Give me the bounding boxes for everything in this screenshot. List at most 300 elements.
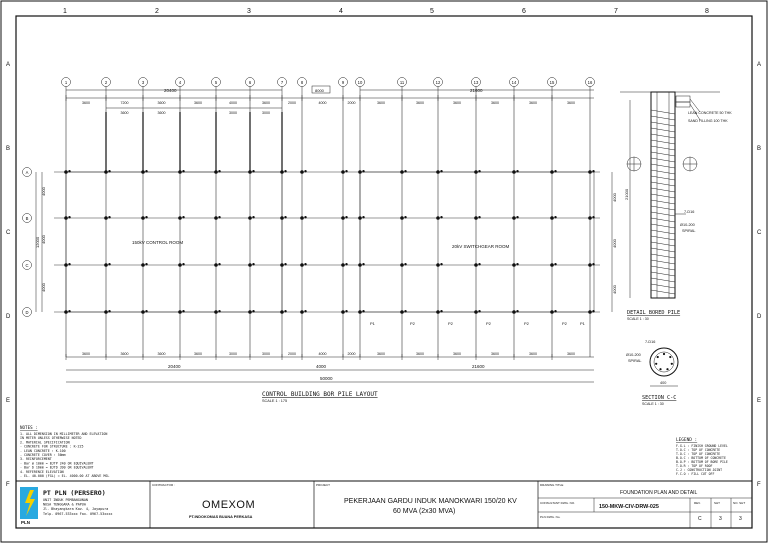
pile-dot — [474, 263, 478, 267]
bored-pile — [358, 310, 364, 314]
dim-text: 3600 — [453, 101, 461, 105]
project-label: PROJECT — [316, 483, 331, 487]
spiral-line — [651, 182, 675, 186]
note-line: - Bar D 16mm = BJTD 390 OR EQUIVALENT — [20, 465, 94, 470]
bored-pile — [104, 263, 111, 267]
pile-dot — [214, 263, 218, 267]
pile-dot — [512, 263, 516, 267]
dim-text: 3600 — [416, 352, 424, 356]
bored-pile — [341, 170, 347, 174]
pile-dot — [284, 310, 286, 312]
pile-dot — [178, 310, 182, 314]
dim-text: 3000 — [262, 352, 270, 356]
pile-dot — [341, 263, 345, 267]
grid-bubble-label: 5 — [214, 80, 218, 85]
pile-dot — [64, 216, 68, 220]
note-line: - LEAN CONCRETE : K-100 — [20, 448, 66, 453]
pile-dot — [248, 263, 252, 267]
pile-dot — [554, 263, 556, 265]
bored-pile — [248, 263, 255, 267]
pile-dot — [304, 310, 306, 312]
tot-label: NO. SHT — [733, 501, 746, 505]
bored-pile — [436, 310, 442, 314]
pile-labels — [370, 321, 586, 326]
dim-text: 8000 — [315, 88, 324, 93]
spiral-line — [651, 266, 675, 270]
dim-text: 21600 — [472, 364, 485, 369]
consultant-dwg-label: CONSULTANT DWG. NO. — [540, 501, 576, 505]
dim-text: 3600 — [491, 352, 499, 356]
pile-dot — [341, 170, 345, 174]
pile-dot — [141, 216, 145, 220]
col-mark: 4 — [339, 8, 343, 15]
dim-text: 21600 — [470, 88, 483, 93]
bored-pile — [341, 263, 347, 267]
detail-note: LEAN CONCRETE 50 THK — [688, 111, 732, 115]
pile-dot — [516, 310, 518, 312]
pln-logo-text: PLN — [21, 520, 30, 525]
border-row-marks — [6, 62, 762, 488]
bored-pile — [64, 310, 71, 314]
pile-dot — [68, 216, 70, 218]
pile-dot — [592, 310, 594, 312]
spiral-line — [651, 110, 675, 114]
drawing-title: FOUNDATION PLAN AND DETAIL — [620, 490, 698, 496]
dim-text: 3600 — [262, 101, 270, 105]
pile-dot — [145, 310, 147, 312]
row-mark: B — [6, 146, 11, 152]
detail-note: SAND FILLING 100 THK — [688, 119, 728, 123]
spiral-line — [651, 224, 675, 228]
pile-dot — [345, 170, 347, 172]
bored-pile — [248, 170, 255, 174]
pile-dot — [341, 310, 345, 314]
pile-dot — [404, 216, 406, 218]
note-line: 3. REINFORCEMENT — [20, 457, 52, 462]
owner-line: Jl. Bhayangkara Kav. 4, Jayapura — [43, 507, 109, 512]
pile-dot — [64, 170, 68, 174]
pile-dot — [218, 216, 220, 218]
grid-bubble-label: 6 — [248, 80, 252, 85]
bored-pile — [64, 216, 71, 220]
bored-pile — [248, 216, 255, 220]
bored-pile — [341, 216, 347, 220]
dim-text: 3600 — [194, 352, 202, 356]
notes-heading: NOTES : — [20, 425, 38, 430]
section-bar — [663, 353, 665, 355]
bored-pile — [178, 310, 185, 314]
project-line1: PEKERJAAN GARDU INDUK MANOKWARI 150/20 KV — [344, 498, 517, 505]
pile-dot — [108, 263, 110, 265]
pile-dot — [404, 170, 406, 172]
bored-pile — [280, 216, 286, 220]
pile-dot — [358, 263, 362, 267]
pile-dot — [64, 310, 68, 314]
bored-pile — [474, 170, 480, 174]
dim-text: 2000 — [288, 101, 296, 105]
pile-dot — [550, 263, 554, 267]
bored-pile — [588, 263, 595, 267]
bored-pile — [550, 170, 557, 174]
grid-bubble-label: 1 — [64, 80, 68, 85]
col-mark: 1 — [63, 8, 67, 15]
dim-text: 50000 — [320, 376, 333, 381]
bored-pile — [512, 170, 519, 174]
spiral-line — [651, 272, 675, 276]
grid-bubble-label: 14 — [511, 80, 517, 85]
section-bars — [655, 353, 673, 370]
row-mark: F — [757, 482, 761, 488]
pile-dot — [436, 170, 440, 174]
pile-dot — [252, 263, 254, 265]
rebar-label: Ø10-200 — [680, 223, 695, 227]
section-bar — [657, 356, 659, 358]
pile-dot — [104, 216, 108, 220]
right-building-outline — [360, 172, 594, 312]
dim-text: 3600 — [567, 101, 575, 105]
spiral-line — [651, 200, 675, 204]
outer-frame — [1, 1, 767, 542]
pile-dot — [182, 310, 184, 312]
tot-value: 3 — [739, 516, 742, 522]
dim-text: 3600 — [120, 352, 129, 356]
bored-pile — [141, 263, 148, 267]
grid-bubble-label: C — [25, 262, 29, 268]
pile-label: P2 — [410, 321, 415, 326]
pile-dot — [182, 263, 184, 265]
dim-text: 20400 — [164, 88, 177, 93]
room-label-left: 150kV CONTROL ROOM — [132, 240, 184, 245]
pile-dot — [182, 170, 184, 172]
legend-line: B.O.C : BOTTOM OF CONCRETE — [676, 456, 726, 460]
owner-line: UNIT INDUK PEMBANGUNAN — [43, 498, 88, 502]
bored-pile — [400, 216, 406, 220]
bored-pile — [64, 263, 71, 267]
project-line2: 60 MVA (2x30 MVA) — [393, 508, 456, 515]
pile-dot — [304, 263, 306, 265]
spiral-line — [651, 236, 675, 240]
spiral-line — [651, 116, 675, 120]
rebar-label: SPIRAL — [682, 229, 696, 233]
side-dim-text: 4000 — [41, 283, 46, 292]
pile-dot — [104, 310, 108, 314]
dim-text: 2000 — [347, 352, 356, 356]
legend-line: F.C.O : FILL CUT OFF — [676, 472, 715, 476]
pile-label: P2 — [486, 321, 491, 326]
pile-dot — [550, 310, 554, 314]
pile-dot — [400, 170, 404, 174]
plan-title: CONTROL BUILDING BOR PILE LAYOUT — [262, 391, 378, 398]
spiral-line — [651, 212, 675, 216]
grid-bubbles — [62, 78, 595, 99]
dim-text: 4000 — [318, 352, 327, 356]
spiral-line — [651, 254, 675, 258]
spiral-line — [651, 248, 675, 252]
side-dim-text: 4000 — [612, 193, 617, 202]
pile-dot — [280, 263, 284, 267]
side-dim-total: 12000 — [35, 236, 40, 248]
note-line: 2. MATERIAL SPECIFICATION — [20, 440, 70, 445]
pile-dot — [284, 263, 286, 265]
bored-pile — [300, 310, 306, 314]
row-mark: C — [6, 230, 11, 236]
pile-dot — [358, 216, 362, 220]
pile-dot — [284, 170, 286, 172]
pile-dot — [345, 310, 347, 312]
bored-pile — [341, 310, 347, 314]
bored-pile — [104, 310, 111, 314]
pile-dot — [592, 170, 594, 172]
bored-pile — [550, 263, 557, 267]
bored-pile — [550, 310, 557, 314]
grid-bubble-label: 9 — [341, 80, 345, 85]
section-title: SECTION C-C — [642, 395, 677, 401]
pile-dot — [358, 170, 362, 174]
pile-dot — [588, 263, 592, 267]
spiral-line — [651, 188, 675, 192]
note-line: IN METER UNLESS OTHERWISE NOTED — [20, 436, 82, 441]
pile-dot — [304, 216, 306, 218]
pile-dot — [145, 263, 147, 265]
pile-height: 21000 — [624, 188, 629, 200]
spiral-line — [651, 122, 675, 126]
bored-pile — [512, 310, 519, 314]
pile-dot — [554, 216, 556, 218]
bored-pile — [64, 170, 71, 174]
spiral-line — [651, 230, 675, 234]
room-label-right: 20kV SWITCHGEAR ROOM — [452, 244, 510, 249]
pile-dot — [300, 263, 304, 267]
grid-bubble-label: 2 — [104, 80, 108, 85]
side-dim-text: 4000 — [612, 239, 617, 248]
dwg-no: 150-MKW-CIV-DRW-025 — [599, 504, 659, 510]
legend-lines — [676, 444, 728, 476]
pile-dot — [145, 170, 147, 172]
pile-dot — [436, 216, 440, 220]
spiral-line — [651, 218, 675, 222]
spiral-line — [651, 194, 675, 198]
bored-pile — [358, 170, 364, 174]
pln-dwg-label: PLN DWG. No. — [540, 515, 561, 519]
owner-name: PT PLN (PERSERO) — [43, 489, 106, 497]
pile-dot — [284, 216, 286, 218]
pile-dot — [588, 170, 592, 174]
sht-value: 3 — [719, 516, 722, 522]
pile-dot — [300, 216, 304, 220]
detail-scale: SCALE 1 : 30 — [627, 317, 649, 321]
grid-bubble-label: 10 — [357, 80, 363, 85]
bored-pile — [474, 216, 480, 220]
row-mark: E — [6, 398, 11, 404]
pile-dot — [516, 170, 518, 172]
dim-text: 3600 — [567, 352, 575, 356]
spiral-line — [651, 242, 675, 246]
dim-text: 3000 — [229, 352, 237, 356]
col-mark: 3 — [247, 8, 251, 15]
pile-label: P1 — [580, 321, 585, 326]
row-mark: E — [757, 398, 762, 404]
pile-dot — [478, 216, 480, 218]
pile-dot — [68, 170, 70, 172]
border-col-marks — [63, 8, 709, 15]
pile-dot — [436, 263, 440, 267]
pile-dot — [252, 170, 254, 172]
bored-pile — [400, 170, 406, 174]
spiral-line — [651, 128, 675, 132]
legend-line: B.O.P : BOTTOM OF BORE PILE — [676, 460, 728, 464]
bored-pile — [141, 310, 148, 314]
pile-dot — [404, 310, 406, 312]
spiral-line — [651, 176, 675, 180]
pile-dot — [404, 263, 406, 265]
spiral-line — [651, 134, 675, 138]
col-mark: 5 — [430, 8, 434, 15]
plan-scale: SCALE 1 : 175 — [262, 399, 288, 403]
pile-dot — [362, 263, 364, 265]
bored-pile — [104, 170, 111, 174]
side-dim-text: 4000 — [612, 285, 617, 294]
bored-pile — [280, 310, 286, 314]
pile-label: P1 — [370, 321, 375, 326]
pile-label: P2 — [524, 321, 529, 326]
pile-dot — [478, 263, 480, 265]
dim-text: 4000 — [229, 101, 237, 105]
bored-pile — [248, 310, 255, 314]
pile-dot — [512, 170, 516, 174]
pile-dot — [588, 310, 592, 314]
col-mark: 2 — [155, 8, 159, 15]
legend-line: T.O.C : TOP OF CONCRETE — [676, 448, 721, 452]
bor-pile-layout-plan — [23, 78, 618, 404]
pile-shaft — [651, 92, 675, 298]
pile-dot — [108, 310, 110, 312]
dim-text: 3600 — [416, 101, 424, 105]
grid-bubble-label: D — [25, 309, 29, 315]
pile-dot — [474, 310, 478, 314]
detail-title: DETAIL BORED PILE — [627, 310, 681, 316]
dim-text: 3600 — [157, 352, 166, 356]
row-mark: D — [6, 314, 11, 320]
legend-line: F.G.L : FINISH GROUND LEVEL — [676, 444, 728, 448]
row-mark: C — [757, 230, 762, 236]
pile-dot — [400, 216, 404, 220]
dim-text: 3600 — [453, 352, 461, 356]
bored-pile — [550, 216, 557, 220]
col-mark: 7 — [614, 8, 618, 15]
bored-pile — [588, 216, 595, 220]
pile-dot — [248, 310, 252, 314]
dim-text: 4000 — [318, 101, 327, 105]
row-mark: A — [6, 62, 11, 68]
notes-lines — [20, 432, 109, 478]
dim-text: 7200 — [120, 101, 129, 105]
dim-text: 3600 — [377, 352, 385, 356]
pile-label: P2 — [562, 321, 567, 326]
note-line: - CONCRETE FOR STRUCTURE : K-225 — [20, 444, 84, 449]
pile-dot — [68, 310, 70, 312]
rev-label: REV. — [694, 501, 701, 505]
bored-pile — [300, 263, 306, 267]
bored-pile — [512, 216, 519, 220]
pile-dot — [248, 216, 252, 220]
note-line: 4. REFERENCE ELEVATION — [20, 469, 64, 474]
pile-dot — [588, 216, 592, 220]
sht-label: SHT — [714, 501, 720, 505]
section-bar — [669, 356, 671, 358]
pile-dot — [214, 216, 218, 220]
pile-dot — [218, 310, 220, 312]
legend-heading: LEGEND : — [676, 438, 698, 443]
pile-dot — [516, 263, 518, 265]
pile-dot — [280, 216, 284, 220]
pile-dot — [478, 310, 480, 312]
dim-text: 2000 — [347, 101, 356, 105]
pile-dot — [512, 216, 516, 220]
bored-pile — [214, 263, 221, 267]
bored-pile — [474, 263, 480, 267]
note-line: - CONCRETE COVER : 50mm — [20, 453, 66, 457]
pile-dot — [280, 310, 284, 314]
pile-dot — [440, 310, 442, 312]
dim-text: 3600 — [157, 101, 166, 105]
bottom-dim-texts — [66, 352, 575, 360]
spiral-line — [651, 152, 675, 156]
grid-bubble-label: 11 — [399, 80, 405, 85]
side-dim-text: 4000 — [41, 187, 46, 196]
dim-text: 4000 — [316, 364, 327, 369]
vertical-gridlines — [66, 98, 590, 357]
bored-pile — [104, 216, 111, 220]
pile-dot — [362, 310, 364, 312]
pile-dot — [214, 310, 218, 314]
pile-dot — [362, 216, 364, 218]
grid-bubble-label: 3 — [141, 80, 145, 85]
grid-bubble-label: 7 — [280, 80, 284, 85]
spiral-line — [651, 170, 675, 174]
bored-pile — [280, 263, 286, 267]
col-mark: 8 — [705, 8, 709, 15]
bored-pile — [300, 170, 306, 174]
grid-bubble-label: 13 — [473, 80, 479, 85]
pile-dot — [554, 170, 556, 172]
pile-dot — [304, 170, 306, 172]
pile-dot — [345, 216, 347, 218]
pile-dot — [474, 216, 478, 220]
pile-dot — [345, 263, 347, 265]
dim-text: 3600 — [529, 352, 537, 356]
pile-dot — [474, 170, 478, 174]
bored-pile — [178, 216, 185, 220]
section-rebar: Ø10-200 — [626, 353, 641, 357]
bored-pile — [214, 216, 221, 220]
grid-bubble-label: 16 — [587, 80, 593, 85]
bored-pile — [300, 216, 306, 220]
pile-dot — [182, 216, 184, 218]
pile-dot — [218, 263, 220, 265]
dim-text: 3600 — [194, 101, 202, 105]
section-bar — [666, 368, 668, 370]
spiral-line — [651, 260, 675, 264]
legend-line: C.J : CONSTRUCTION JOINT — [676, 468, 723, 472]
contractor-logo: OMEXOM — [202, 499, 256, 511]
section-rebar: 7-D16 — [645, 340, 656, 344]
pile-dot — [64, 263, 68, 267]
pile-dot — [145, 216, 147, 218]
spiral-line — [651, 206, 675, 210]
detail-bored-pile — [620, 92, 732, 406]
dim-text: 3600 — [491, 101, 499, 105]
bored-pile — [141, 170, 148, 174]
